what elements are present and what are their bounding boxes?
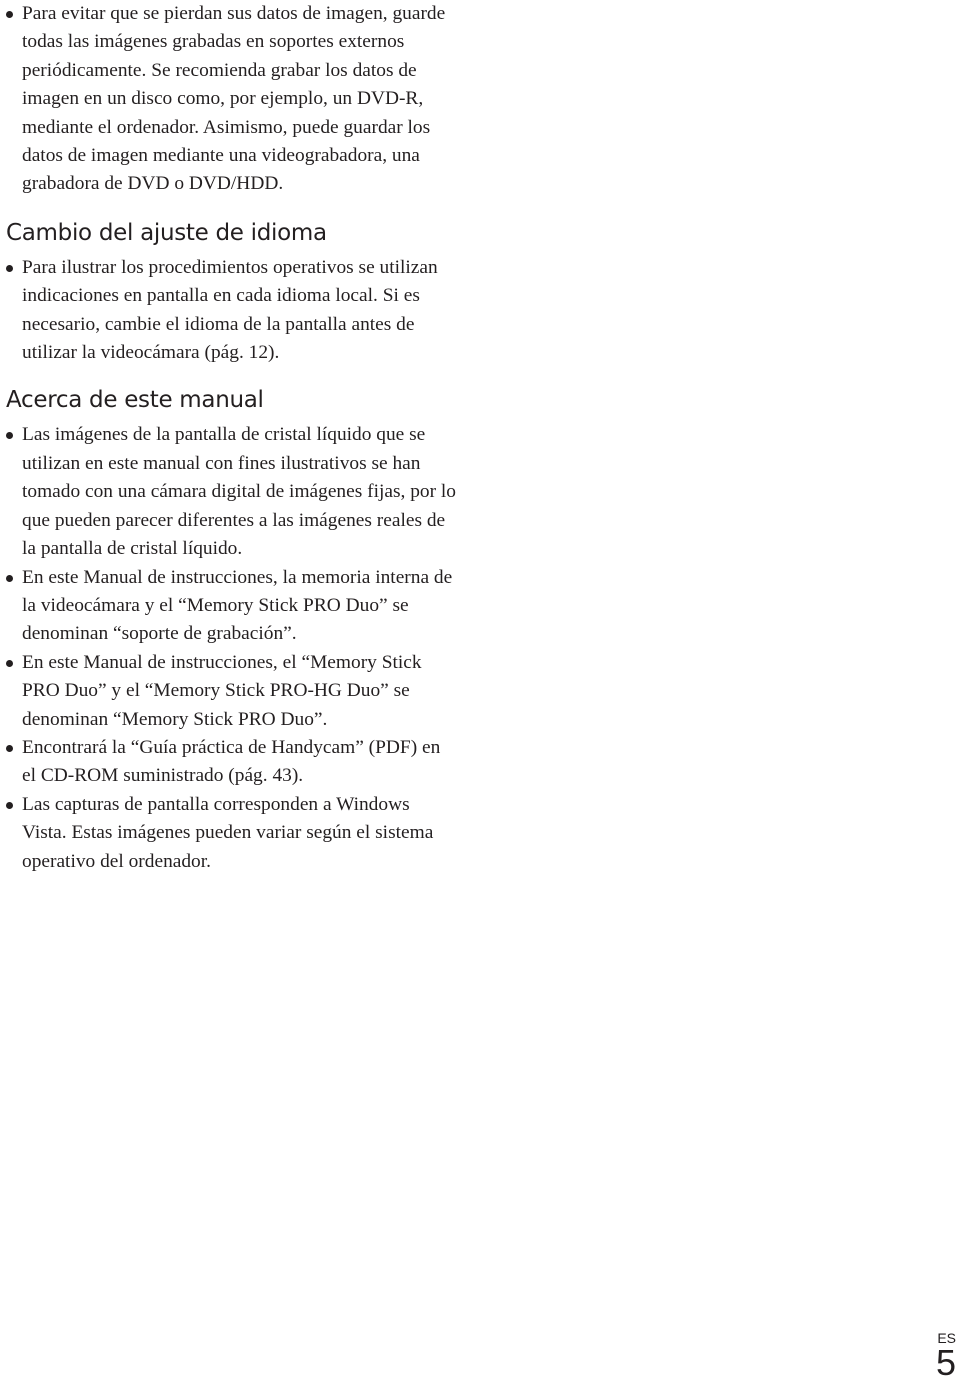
bullet-icon — [6, 802, 13, 809]
list-item — [6, 421, 456, 563]
bullet-text: Para ilustrar los procedimientos operativos se utilizan indicaciones en pantalla en cada idioma local. Si es necesario, cambie el idioma de la pantalla antes de utilizar la videocámara (pág. 12). — [22, 256, 438, 364]
bullet-text: Para evitar que se pierdan sus datos de imagen, guarde todas las imágenes grabadas en soportes externos periódicamente. Se recomienda grabar los datos de imagen en un disco como, por ejemplo, un DVD-R, mediante el ordenador. Asimismo, puede guardar los datos de imagen mediante una videograbadora, una grabadora de DVD o DVD/HDD. — [22, 3, 446, 195]
bullet-icon — [6, 432, 13, 439]
bullet-icon — [6, 11, 13, 18]
language-code: ES — [937, 1330, 956, 1346]
bullet-text: Las capturas de pantalla corresponden a Windows Vista. Estas imágenes pueden variar según el sistema operativo del ordenador. — [22, 793, 434, 872]
document-body — [6, 0, 456, 876]
list-item — [6, 254, 456, 368]
bullet-icon — [6, 745, 13, 752]
bullet-icon — [6, 575, 13, 582]
bullet-text: En este Manual de instrucciones, la memoria interna de la videocámara y el “Memory Stick PRO Duo” se denominan “soporte de grabación”. — [22, 566, 453, 645]
page-footer — [936, 1331, 956, 1381]
page-number: 5 — [935, 1342, 956, 1383]
bullet-icon — [6, 660, 13, 667]
list-item — [6, 564, 456, 649]
bullet-text: Las imágenes de la pantalla de cristal líquido que se utilizan en este manual con fines ilustrativos se han tomado con una cámara digital de imágenes fijas, por lo que pueden parecer diferentes a las imágenes reales de la pantalla de cristal líquido. — [22, 424, 456, 560]
list-item — [6, 791, 456, 876]
list-item — [6, 734, 456, 791]
list-item — [6, 0, 456, 199]
manual-bullet-list — [6, 421, 456, 876]
top-bullet-list — [6, 0, 456, 199]
bullet-icon — [6, 265, 13, 272]
language-bullet-list — [6, 254, 456, 368]
list-item — [6, 649, 456, 734]
section-heading-manual: Acerca de este manual — [6, 387, 264, 414]
bullet-text: En este Manual de instrucciones, el “Memory Stick PRO Duo” y el “Memory Stick PRO-HG Duo” se denominan “Memory Stick PRO Duo”. — [22, 651, 422, 730]
bullet-text: Encontrará la “Guía práctica de Handycam” (PDF) en el CD-ROM suministrado (pág. 43). — [22, 736, 441, 787]
section-heading-language: Cambio del ajuste de idioma — [6, 219, 327, 246]
